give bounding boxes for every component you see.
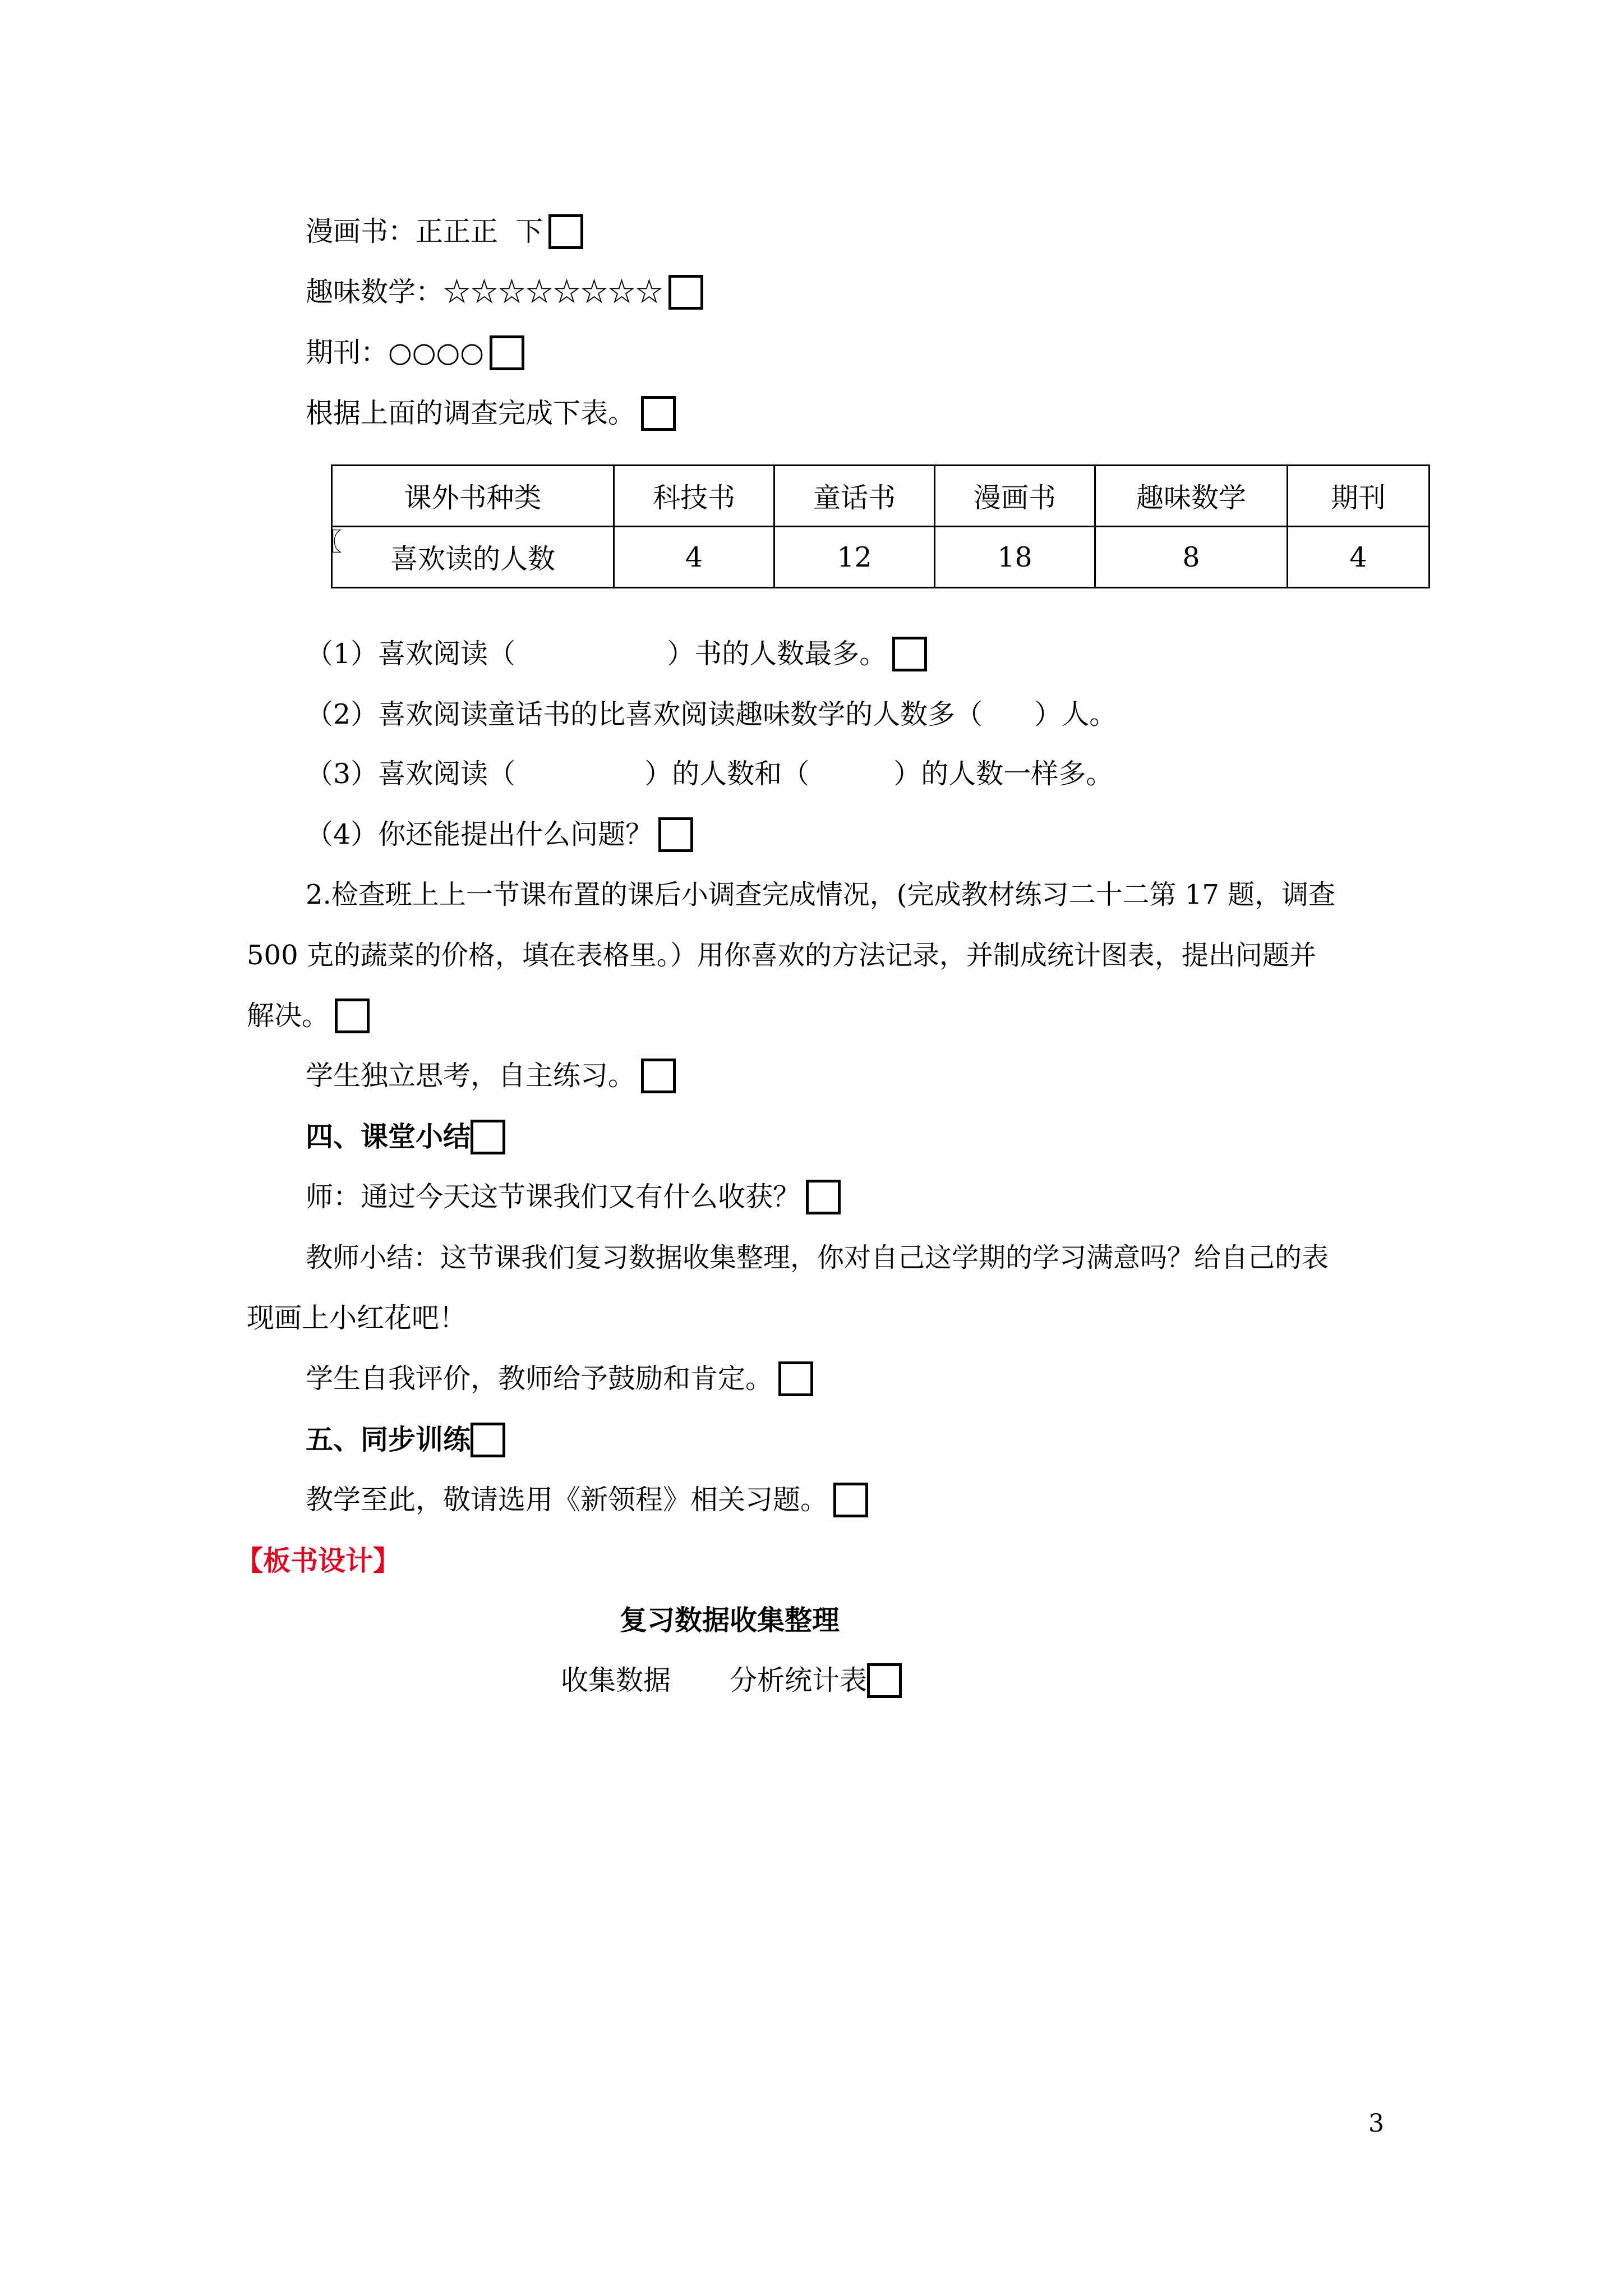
table-cell: 4 — [614, 527, 774, 588]
page-number: 3 — [1368, 2109, 1384, 2138]
placeholder-box — [641, 396, 676, 431]
table-cell: 8 — [1095, 527, 1288, 588]
tally-label: 漫画书： — [306, 215, 416, 247]
placeholder-box — [490, 335, 524, 370]
placeholder-box — [778, 1361, 813, 1396]
tally-label: 期刊： — [306, 337, 389, 369]
left-marker: 〖 — [317, 528, 342, 556]
q2-end: ）人。 — [1034, 698, 1117, 730]
section-4-text: 四、课堂小结 — [306, 1120, 471, 1153]
placeholder-box — [668, 275, 703, 310]
tally-journals — [306, 336, 524, 372]
question-2 — [306, 698, 1117, 731]
self-eval — [306, 1362, 813, 1398]
instruction — [306, 397, 676, 433]
question-3 — [306, 757, 1113, 791]
table-header-row — [332, 466, 1430, 527]
section-5-heading — [306, 1423, 505, 1460]
q2-start: （2）喜欢阅读童话书的比喜欢阅读趣味数学的人数多（ — [306, 698, 983, 730]
teacher-question-text: 师：通过今天这节课我们又有什么收获？ — [306, 1181, 801, 1213]
placeholder-box — [806, 1180, 841, 1214]
board-item: 分析统计表 — [730, 1664, 868, 1696]
teacher-question — [306, 1180, 841, 1217]
table-cell: 12 — [774, 527, 935, 588]
q3-middle: ）的人数和（ — [644, 758, 810, 790]
placeholder-box — [548, 214, 583, 249]
practice — [306, 1059, 676, 1096]
section-4-heading — [306, 1120, 505, 1157]
q3-start: （3）喜欢阅读（ — [306, 758, 516, 790]
tally-marks: ○○○○ — [388, 337, 485, 369]
placeholder-box — [833, 1483, 868, 1517]
self-eval-text: 学生自我评价，教师给予鼓励和肯定。 — [306, 1363, 773, 1395]
board-title: 复习数据收集整理 — [620, 1604, 840, 1636]
tally-marks: ☆☆☆☆☆☆☆☆ — [443, 276, 663, 308]
table-header: 科技书 — [614, 466, 774, 527]
question-4 — [306, 818, 693, 854]
para2-line2: 500 克的蔬菜的价格，填在表格里。）用你喜欢的方法记录，并制成统计图表，提出问题并 — [247, 940, 1316, 971]
table-header: 趣味数学 — [1095, 466, 1288, 527]
training-text: 教学至此，敬请选用《新领程》相关习题。 — [306, 1484, 828, 1516]
placeholder-box — [867, 1663, 902, 1698]
table-header: 课外书种类 — [332, 466, 614, 527]
tally-label: 趣味数学： — [306, 276, 444, 308]
table-header: 漫画书 — [935, 466, 1095, 527]
tally-marks: 正正正 下 — [416, 215, 543, 247]
instruction-text: 根据上面的调查完成下表。 — [306, 397, 636, 429]
table-header: 童话书 — [774, 466, 935, 527]
summary-line1: 教师小结：这节课我们复习数据收集整理，你对自己这学期的学习满意吗？给自己的表 — [306, 1242, 1329, 1273]
table-header: 期刊 — [1288, 466, 1430, 527]
survey-table — [331, 464, 1430, 588]
q1-start: （1）喜欢阅读（ — [306, 638, 516, 670]
q1-end: ）书的人数最多。 — [667, 638, 887, 670]
board-item: 收集数据 — [561, 1664, 671, 1696]
placeholder-box — [658, 817, 693, 852]
row-label: 喜欢读的人数 — [332, 527, 614, 588]
para2-line3-text: 解决。 — [247, 1000, 330, 1032]
para2-line1: 2.检查班上上一节课布置的课后小调查完成情况，(完成教材练习二十二第 17 题，调查 — [306, 879, 1336, 910]
summary-line2: 现画上小红花吧！ — [247, 1302, 467, 1334]
table-row — [332, 527, 1430, 588]
placeholder-box — [471, 1120, 505, 1154]
placeholder-box — [641, 1059, 676, 1093]
table-cell: 4 — [1288, 527, 1430, 588]
para2-line3 — [247, 999, 370, 1036]
practice-text: 学生独立思考，自主练习。 — [306, 1060, 636, 1092]
table-cell: 18 — [935, 527, 1095, 588]
question-1 — [306, 637, 927, 674]
placeholder-box — [892, 637, 927, 671]
q4-text: （4）你还能提出什么问题？ — [306, 818, 653, 850]
board-heading: 【板书设计】 — [236, 1544, 401, 1577]
tally-math — [306, 275, 703, 312]
placeholder-box — [335, 999, 370, 1033]
section-5-text: 五、同步训练 — [306, 1423, 471, 1456]
board-items — [561, 1664, 902, 1700]
training — [306, 1483, 868, 1520]
q3-end: ）的人数一样多。 — [893, 758, 1114, 790]
tally-comics — [306, 215, 583, 251]
placeholder-box — [471, 1423, 505, 1457]
